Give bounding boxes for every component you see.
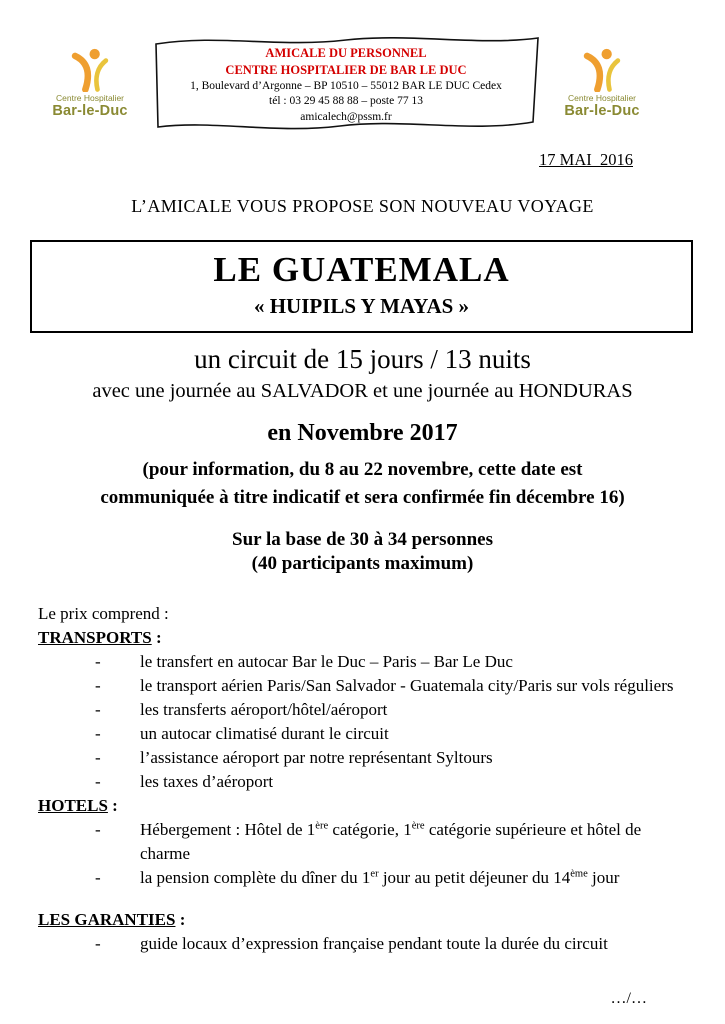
- summary-group-size: Sur la base de 30 à 34 personnes: [232, 529, 493, 550]
- section-heading-transports: [38, 626, 691, 650]
- list-item-text: le transfert en autocar Bar le Duc – Paris – Bar Le Duc: [140, 652, 513, 671]
- logo-text-large: Bar-le-Duc: [564, 103, 640, 119]
- page-title: LE GUATEMALA: [213, 250, 510, 289]
- summary-date-note-line1: (pour information, du 8 au 22 novembre, cette date est: [142, 459, 583, 480]
- transports-heading-text: TRANSPORTS: [38, 628, 152, 647]
- list-dash: -: [95, 700, 101, 719]
- intro-line: L’AMICALE VOUS PROPOSE SON NOUVEAU VOYAGE: [131, 196, 594, 216]
- list-item-text: un autocar climatisé durant le circuit: [140, 724, 389, 743]
- list-item: [38, 746, 691, 770]
- title-box: [30, 240, 693, 333]
- document-body: [38, 602, 691, 956]
- logo-text-small: Centre Hospitalier: [567, 93, 637, 103]
- list-item-text: l’assistance aéroport par notre représentant Syltours: [140, 748, 493, 767]
- summary-max-participants: (40 participants maximum): [251, 553, 474, 574]
- person-figure-icon: [62, 46, 118, 92]
- hotels-heading-text: HOTELS: [38, 796, 108, 815]
- hospital-logo-left: [44, 46, 136, 119]
- summary-duration: un circuit de 15 jours / 13 nuits: [194, 344, 531, 374]
- ordinal-superscript: er: [370, 868, 379, 880]
- logo-text-small: Centre Hospitalier: [55, 93, 125, 103]
- list-item: [38, 818, 691, 866]
- list-item: [38, 770, 691, 794]
- list-dash: -: [95, 748, 101, 767]
- list-dash: -: [95, 724, 101, 743]
- summary-date-note: [0, 456, 725, 512]
- hotel-text-part: jour au petit déjeuner du 14: [378, 868, 571, 887]
- list-item: [38, 722, 691, 746]
- section-heading-garanties: [38, 908, 691, 932]
- association-address: 1, Boulevard d’Argonne – BP 10510 – 55012 BAR LE DUC Cedex: [190, 79, 502, 92]
- association-banner-content: [148, 45, 544, 125]
- list-item-text: le transport aérien Paris/San Salvador - Guatemala city/Paris sur vols réguliers: [140, 676, 674, 695]
- hotel-text-part: jour: [587, 868, 620, 887]
- page-continuation-mark: …/…: [610, 990, 647, 1007]
- hotel-text-part: catégorie, 1: [328, 820, 412, 839]
- logo-text-large: Bar-le-Duc: [52, 103, 128, 119]
- summary-date: en Novembre 2017: [267, 420, 458, 446]
- trip-summary: [0, 344, 725, 575]
- association-name-line1: AMICALE DU PERSONNEL: [265, 46, 427, 60]
- document-date: 17 MAI 2016: [539, 150, 633, 169]
- list-item: [38, 866, 691, 890]
- summary-countries: avec une journée au SALVADOR et une journée au HONDURAS: [92, 380, 633, 402]
- association-banner: [148, 30, 544, 138]
- list-item-text: les transferts aéroport/hôtel/aéroport: [140, 700, 388, 719]
- association-email: amicalech@pssm.fr: [300, 110, 392, 123]
- list-item-text: guide locaux d’expression française pendant toute la durée du circuit: [140, 934, 608, 953]
- list-dash: -: [95, 820, 101, 839]
- list-item-text: [140, 818, 691, 866]
- page-subtitle: « HUIPILS Y MAYAS »: [253, 294, 470, 318]
- hotels-heading-colon: :: [107, 796, 118, 815]
- association-phone: tél : 03 29 45 88 88 – poste 77 13: [269, 95, 423, 108]
- garanties-heading-colon: :: [175, 910, 186, 929]
- hospital-logo-right: [556, 46, 648, 119]
- list-item-text: [140, 866, 691, 890]
- ordinal-superscript: ère: [411, 820, 425, 832]
- transports-heading-colon: :: [151, 628, 162, 647]
- hotel-text-part: la pension complète du dîner du 1: [140, 868, 371, 887]
- section-heading-hotels: [38, 794, 691, 818]
- list-dash: -: [95, 934, 101, 953]
- ordinal-superscript: ème: [570, 868, 588, 880]
- association-name-line2: CENTRE HOSPITALIER DE BAR LE DUC: [225, 62, 467, 77]
- person-figure-icon: [574, 46, 630, 92]
- garanties-heading-text: LES GARANTIES: [38, 910, 176, 929]
- list-dash: -: [95, 772, 101, 791]
- list-item-text: les taxes d’aéroport: [140, 772, 274, 791]
- hotel-text-part: catégorie supérieure et hôtel de charme: [140, 820, 642, 863]
- list-item: [38, 698, 691, 722]
- list-dash: -: [95, 676, 101, 695]
- list-dash: -: [95, 652, 101, 671]
- list-dash: -: [95, 868, 101, 887]
- ordinal-superscript: ère: [315, 820, 329, 832]
- summary-date-note-line2: communiquée à titre indicatif et sera confirmée fin décembre 16): [100, 487, 625, 508]
- list-item: [38, 932, 691, 956]
- list-item: [38, 674, 691, 698]
- list-item: [38, 650, 691, 674]
- price-includes-label: Le prix comprend :: [38, 604, 169, 623]
- hotel-text-part: Hébergement : Hôtel de 1: [140, 820, 316, 839]
